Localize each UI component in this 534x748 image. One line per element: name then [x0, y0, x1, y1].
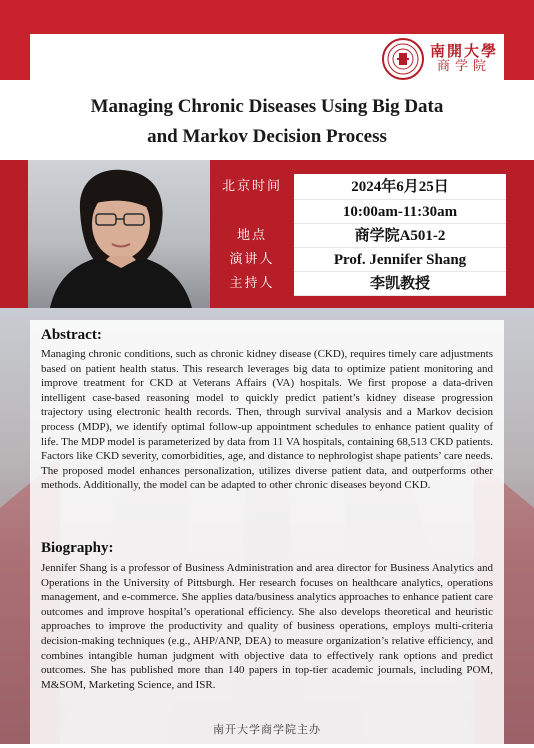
info-label-speaker: 演讲人 — [229, 252, 275, 267]
info-value-date: 2024年6月25日 — [294, 174, 506, 200]
info-label-host: 主持人 — [229, 276, 275, 291]
logo-text — [430, 44, 498, 73]
info-value-host: 李凯教授 — [294, 272, 506, 296]
abstract-heading: Abstract: — [41, 327, 102, 343]
footer-organizer: 南开大学商学院主办 — [213, 723, 321, 736]
info-label-location: 地点 — [236, 228, 267, 243]
event-info-table — [210, 174, 506, 298]
logo-cn-name: 南開大學 — [429, 42, 498, 61]
speaker-photo — [28, 160, 210, 308]
university-logo — [382, 38, 498, 80]
info-value-location: 商学院A501-2 — [294, 224, 506, 248]
biography-heading: Biography: — [41, 540, 114, 556]
info-row-time — [210, 200, 506, 224]
info-value-time: 10:00am-11:30am — [294, 200, 506, 224]
info-value-speaker: Prof. Jennifer Shang — [294, 248, 506, 272]
info-label-empty — [210, 200, 294, 224]
university-seal-icon — [382, 38, 424, 80]
info-row-host — [210, 272, 506, 296]
info-row-date — [210, 174, 506, 200]
info-label-time: 北京时间 — [221, 179, 282, 194]
info-row-location — [210, 224, 506, 248]
biography-text: Jennifer Shang is a professor of Business Administration and area director for Business Analytics and Operations in the University of Pittsburgh. Her research focuses on healthcare analytics, operations management, and e-commerce. She applies data/business analytics approaches to enhance patient care outcomes and improve hospital’s operational efficiency. She also develops theoretical and heuristic approaches to improve the productivity and quality of business operations, employs multi-criteria decision-making techniques (e.g., AHP/ANP, DEA) to measure organization’s relative efficiency, and combines intangible human judgment with objective data to effectively rank options and predict outcomes. She has published more than 140 papers in top-tier academic journals, including POM, M&SOM, Marketing Science, and ISR. — [41, 562, 493, 691]
logo-cn-school: 商学院 — [436, 59, 491, 75]
info-row-speaker — [210, 248, 506, 272]
talk-title-line2: and Markov Decision Process — [147, 126, 387, 147]
talk-title-line1: Managing Chronic Diseases Using Big Data — [90, 96, 444, 117]
talk-title — [20, 92, 514, 152]
abstract-text: Managing chronic conditions, such as chronic kidney disease (CKD), requires timely care adjustments based on patient health status. This research leverages big data to optimize patient monitoring and improve treatment for CKD at Veterans Affairs (VA) hospitals. We first propose a data-driven intelligent case-based reasoning model to quickly predict patient’s kidney disease progression trajectory using electronic health records. Then, through survival analysis and a Markov decision process (MDP), we identify optimal follow-up appointment schedules to enhance patient quality of life. The MDP model is parameterized by data from 11 VA hospitals, containing 68,513 CKD patients. Factors like CKD severity, comorbidities, age, and distance to nephrologist shape patients’ care needs. The proposed model enhances personalization, utilizes diverse patient data, and outperforms other methods. Additionally, the model can be adapted to other chronic diseases beyond CKD. — [41, 348, 493, 492]
